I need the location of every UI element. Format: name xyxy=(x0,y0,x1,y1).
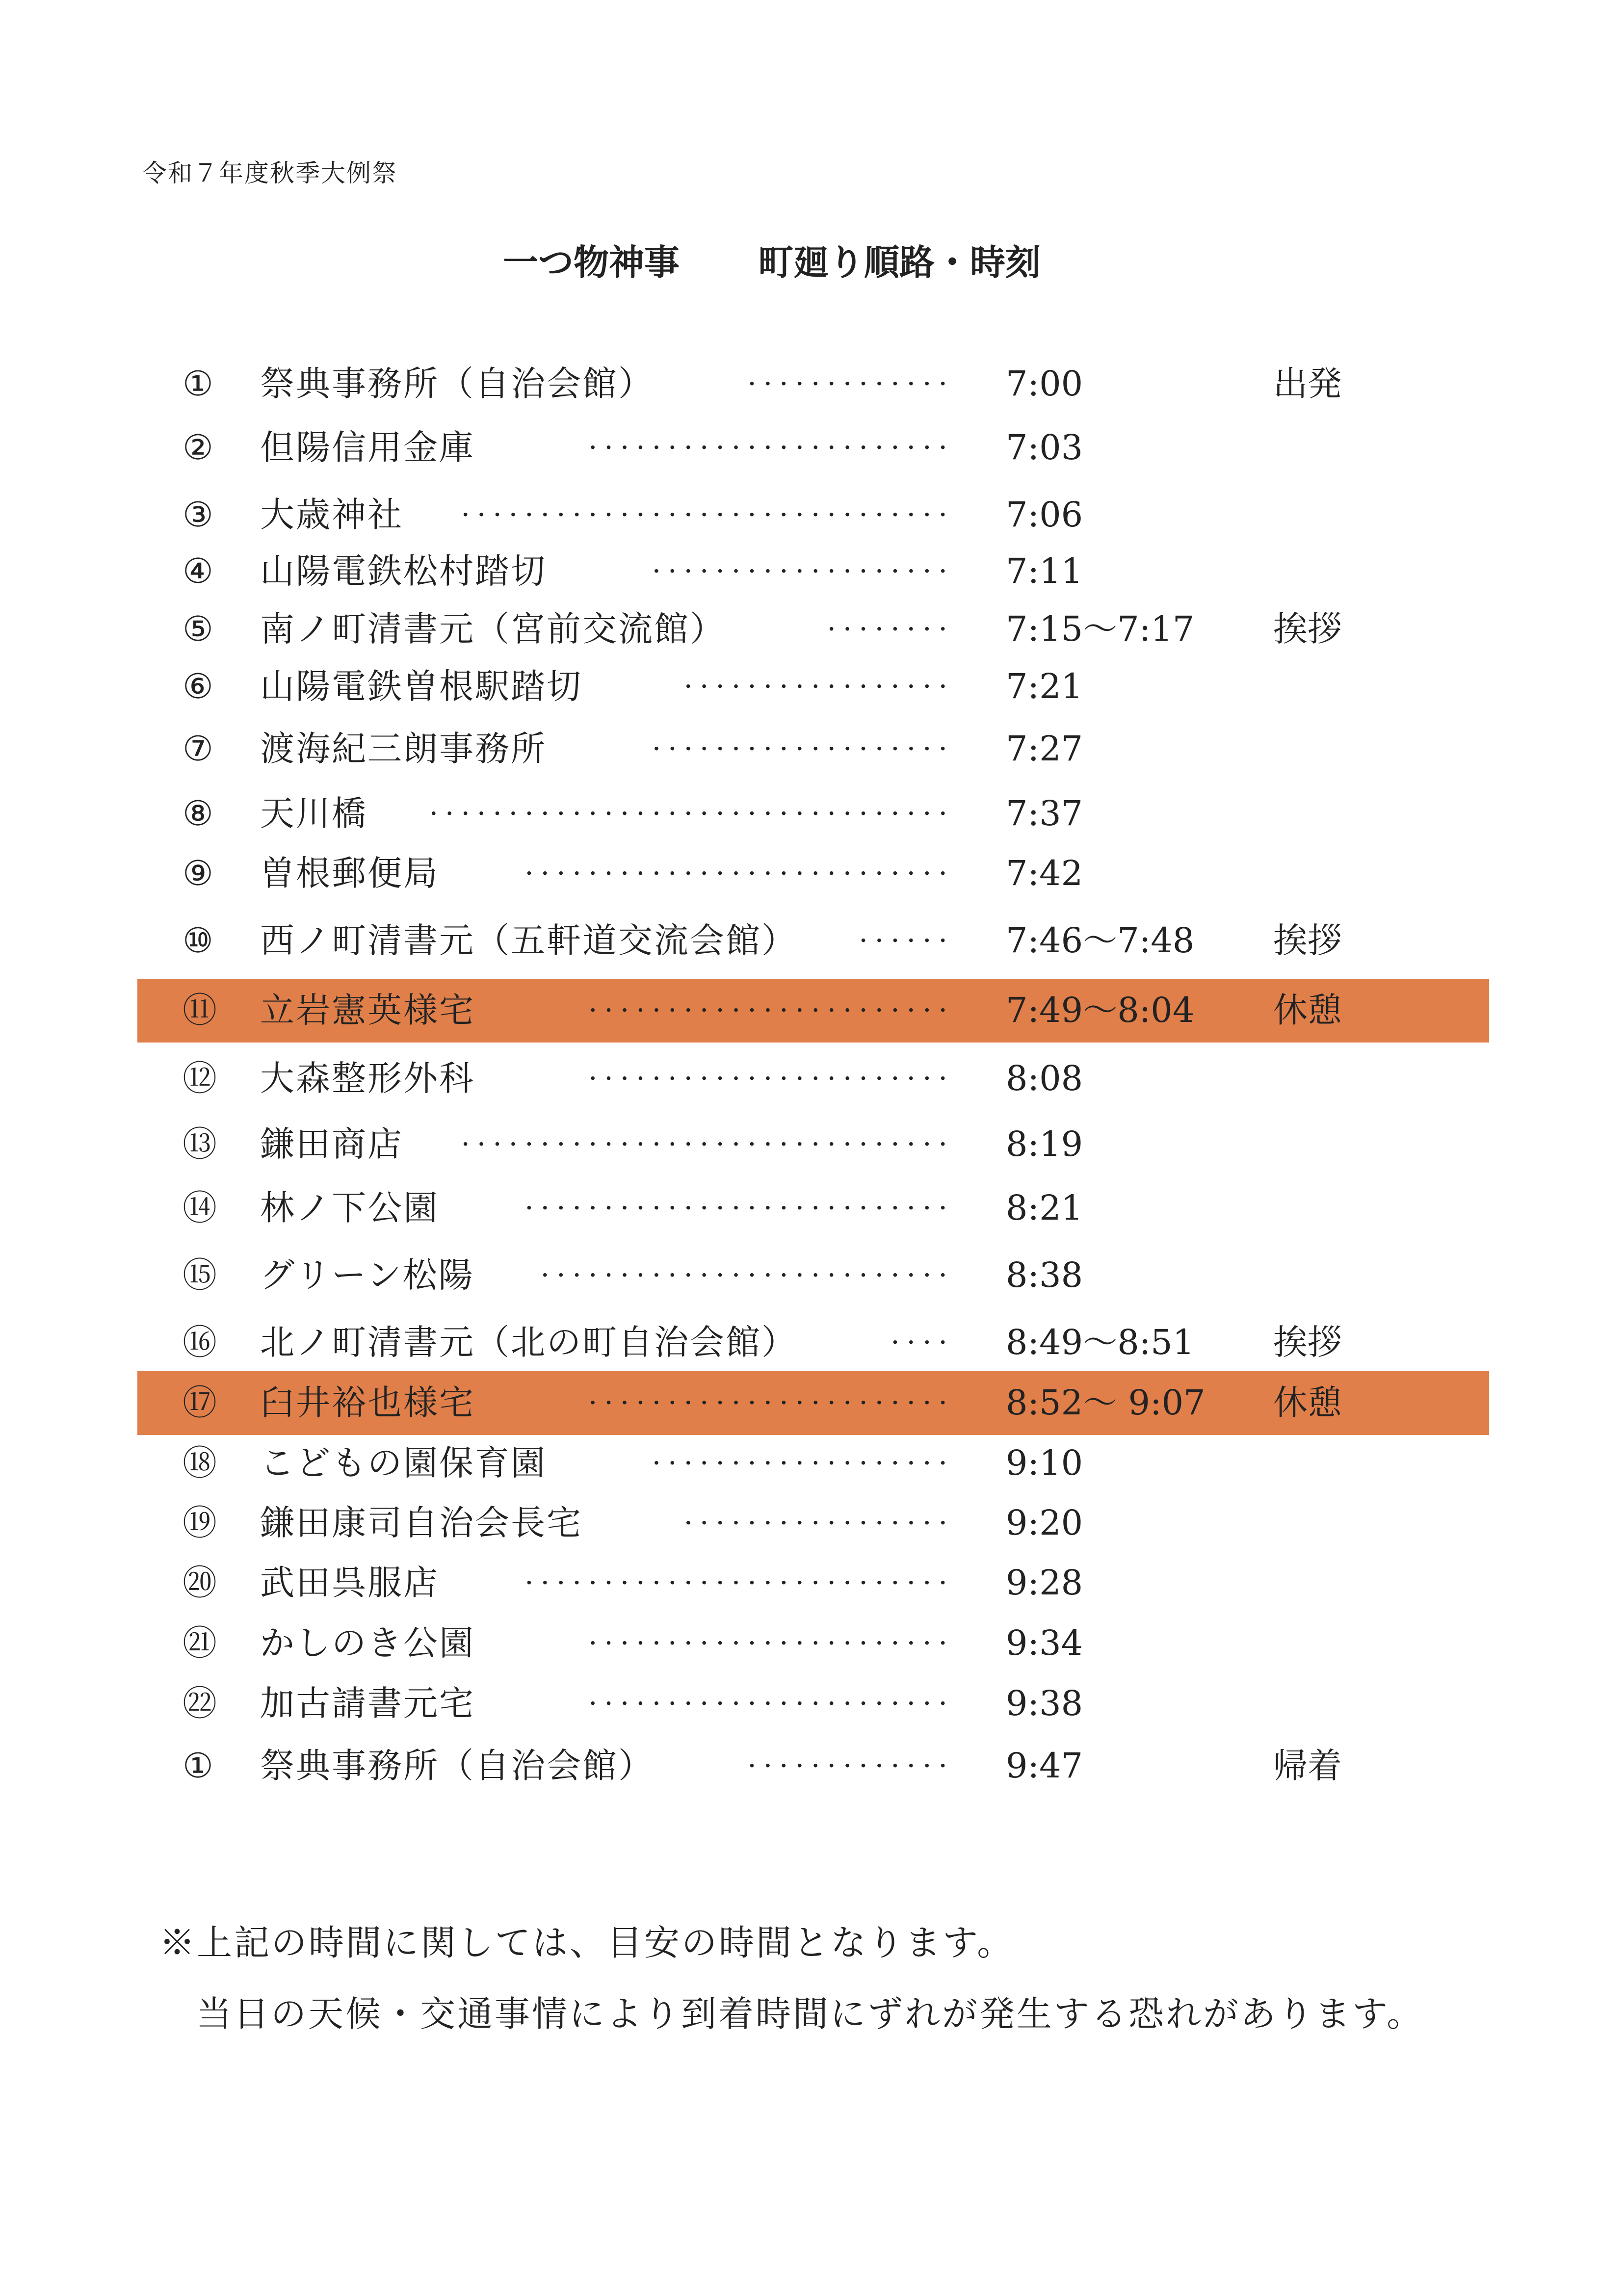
route-row xyxy=(0,1672,1624,1736)
route-row xyxy=(0,1734,1624,1798)
route-leader-dots: ········ xyxy=(827,612,954,646)
route-row xyxy=(0,1491,1624,1555)
route-stop-name: 北ノ町清書元（北の町自治会館） xyxy=(260,1322,797,1362)
route-row xyxy=(0,1551,1624,1615)
route-stop-time: 7:06 xyxy=(1006,495,1083,535)
route-stop-number: ② xyxy=(183,427,213,468)
route-stop-time: 9:38 xyxy=(1006,1683,1083,1723)
route-row xyxy=(0,979,1624,1043)
route-stop-number: ⑦ xyxy=(183,729,213,769)
route-stop-number: ⑭ xyxy=(183,1188,217,1228)
route-stop-number: ⑬ xyxy=(183,1124,217,1164)
route-row xyxy=(0,1432,1624,1495)
route-stop-name: 祭典事務所（自治会館） xyxy=(260,364,654,404)
route-stop-name: こどもの園保育園 xyxy=(260,1443,547,1483)
route-stop-time: 7:37 xyxy=(1006,793,1083,834)
route-leader-dots: ······················· xyxy=(588,993,954,1027)
route-row xyxy=(0,1244,1624,1307)
route-row xyxy=(0,717,1624,781)
route-stop-time: 7:11 xyxy=(1006,551,1083,591)
footnote-delay-warning: 当日の天候・交通事情により到着時間にずれが発生する恐れがあります。 xyxy=(196,1993,1424,2035)
route-stop-remark: 挨拶 xyxy=(1273,1322,1342,1362)
route-leader-dots: ······················· xyxy=(588,431,954,464)
route-row xyxy=(0,842,1624,906)
route-stop-number: ㉑ xyxy=(183,1623,217,1663)
route-stop-time: 8:49～8:51 xyxy=(1006,1322,1195,1362)
route-stop-time: 9:10 xyxy=(1006,1443,1083,1483)
route-leader-dots: ··················· xyxy=(652,732,954,765)
route-stop-number: ① xyxy=(183,364,213,404)
route-stop-time: 9:34 xyxy=(1006,1623,1083,1663)
route-leader-dots: ······························· xyxy=(461,1127,954,1161)
route-stop-time: 7:42 xyxy=(1006,853,1083,893)
route-stop-remark: 挨拶 xyxy=(1273,609,1342,649)
route-leader-dots: ··························· xyxy=(524,857,954,890)
route-stop-name: 但陽信用金庫 xyxy=(260,427,475,468)
route-stop-name: 鎌田商店 xyxy=(260,1124,403,1164)
route-row xyxy=(0,909,1624,973)
route-stop-remark: 帰着 xyxy=(1273,1746,1342,1786)
route-stop-name: かしのき公園 xyxy=(260,1623,475,1663)
route-stop-number: ⑲ xyxy=(183,1503,217,1543)
route-leader-dots: ······················· xyxy=(588,1687,954,1720)
route-leader-dots: ················· xyxy=(683,670,954,703)
title-ceremony-name: 一つ物神事 xyxy=(503,241,680,283)
route-stop-time: 7:03 xyxy=(1006,427,1083,468)
route-stop-number: ④ xyxy=(183,551,213,591)
route-stop-name: 立岩憲英様宅 xyxy=(260,990,475,1030)
document-title xyxy=(503,240,1041,285)
route-leader-dots: ·························· xyxy=(540,1258,954,1292)
route-stop-remark: 休憩 xyxy=(1273,1383,1342,1423)
route-leader-dots: ··················· xyxy=(652,1446,954,1480)
route-row xyxy=(0,1311,1624,1375)
route-stop-remark: 挨拶 xyxy=(1273,920,1342,961)
route-stop-number: ① xyxy=(183,1746,213,1786)
route-stop-name: 南ノ町清書元（宮前交流館） xyxy=(260,609,726,649)
route-leader-dots: ···· xyxy=(891,1326,954,1359)
route-leader-dots: ······················· xyxy=(588,1062,954,1095)
route-stop-name: 渡海紀三朗事務所 xyxy=(260,729,547,769)
festival-year-note: 令和７年度秋季大例祭 xyxy=(142,159,397,187)
route-stop-time: 7:46～7:48 xyxy=(1006,920,1195,961)
route-stop-name: 臼井裕也様宅 xyxy=(260,1383,475,1423)
route-stop-number: ⑪ xyxy=(183,990,217,1030)
route-stop-number: ⑱ xyxy=(183,1443,217,1483)
route-stop-name: 曽根郵便局 xyxy=(260,853,439,893)
route-stop-name: 武田呉服店 xyxy=(260,1563,439,1603)
route-stop-number: ⑨ xyxy=(183,853,213,893)
route-stop-time: 9:47 xyxy=(1006,1746,1083,1786)
route-stop-number: ⑯ xyxy=(183,1322,217,1362)
route-row xyxy=(0,655,1624,719)
route-row xyxy=(0,352,1624,416)
route-stop-time: 7:15～7:17 xyxy=(1006,609,1195,649)
route-stop-time: 8:19 xyxy=(1006,1124,1083,1164)
route-stop-name: 大森整形外科 xyxy=(260,1058,475,1098)
route-row xyxy=(0,416,1624,480)
route-stop-time: 9:28 xyxy=(1006,1563,1083,1603)
route-row xyxy=(0,1612,1624,1675)
route-row xyxy=(0,1176,1624,1240)
route-row xyxy=(0,540,1624,603)
footnote-time-estimate: ※上記の時間に関しては、目安の時間となります。 xyxy=(159,1922,1015,1963)
route-leader-dots: ······················· xyxy=(588,1386,954,1419)
route-row xyxy=(0,1113,1624,1176)
route-leader-dots: ············· xyxy=(747,367,954,400)
route-leader-dots: ················· xyxy=(683,1506,954,1539)
route-stop-name: 山陽電鉄曽根駅踏切 xyxy=(260,666,582,706)
route-stop-number: ⑫ xyxy=(183,1058,217,1098)
route-stop-number: ㉒ xyxy=(183,1683,217,1723)
route-stop-time: 7:00 xyxy=(1006,364,1083,404)
route-leader-dots: ··························· xyxy=(524,1191,954,1225)
route-stop-name: 大歳神社 xyxy=(260,495,403,535)
route-stop-number: ⑧ xyxy=(183,793,213,834)
route-stop-time: 8:38 xyxy=(1006,1255,1083,1295)
route-stop-name: 西ノ町清書元（五軒道交流会館） xyxy=(260,920,797,961)
route-stop-name: 祭典事務所（自治会館） xyxy=(260,1746,654,1786)
route-row xyxy=(0,598,1624,661)
route-stop-time: 7:49～8:04 xyxy=(1006,990,1195,1030)
route-stop-time: 9:20 xyxy=(1006,1503,1083,1543)
route-stop-name: 天川橋 xyxy=(260,793,367,834)
route-stop-number: ⑳ xyxy=(183,1563,217,1603)
route-row xyxy=(0,483,1624,547)
route-stop-name: 加古請書元宅 xyxy=(260,1683,475,1723)
route-leader-dots: ······················· xyxy=(588,1626,954,1660)
route-stop-number: ③ xyxy=(183,495,213,535)
route-stop-number: ⑮ xyxy=(183,1255,217,1295)
route-stop-name: 鎌田康司自治会長宅 xyxy=(260,1503,582,1543)
route-stop-name: 山陽電鉄松村踏切 xyxy=(260,551,547,591)
route-stop-number: ⑤ xyxy=(183,609,213,649)
route-row xyxy=(0,1371,1624,1435)
route-stop-remark: 休憩 xyxy=(1273,990,1342,1030)
route-leader-dots: ································· xyxy=(429,797,954,830)
route-stop-time: 8:08 xyxy=(1006,1058,1083,1098)
route-stop-number: ⑩ xyxy=(183,920,213,961)
route-leader-dots: ······ xyxy=(859,924,954,957)
route-leader-dots: ··················· xyxy=(652,554,954,588)
route-leader-dots: ······························· xyxy=(461,498,954,531)
route-stop-time: 7:21 xyxy=(1006,666,1083,706)
title-route-timetable: 町廻り順路・時刻 xyxy=(758,241,1041,283)
route-stop-name: 林ノ下公園 xyxy=(260,1188,439,1228)
route-stop-number: ⑰ xyxy=(183,1383,217,1423)
route-row xyxy=(0,782,1624,846)
route-stop-time: 7:27 xyxy=(1006,729,1083,769)
route-row xyxy=(0,1047,1624,1111)
route-stop-remark: 出発 xyxy=(1273,364,1342,404)
route-stop-time: 8:21 xyxy=(1006,1188,1083,1228)
route-stop-name: グリーン松陽 xyxy=(260,1255,474,1295)
route-leader-dots: ··························· xyxy=(524,1566,954,1599)
route-leader-dots: ············· xyxy=(747,1749,954,1782)
route-stop-number: ⑥ xyxy=(183,666,213,706)
route-stop-time: 8:52～ 9:07 xyxy=(1006,1383,1205,1423)
